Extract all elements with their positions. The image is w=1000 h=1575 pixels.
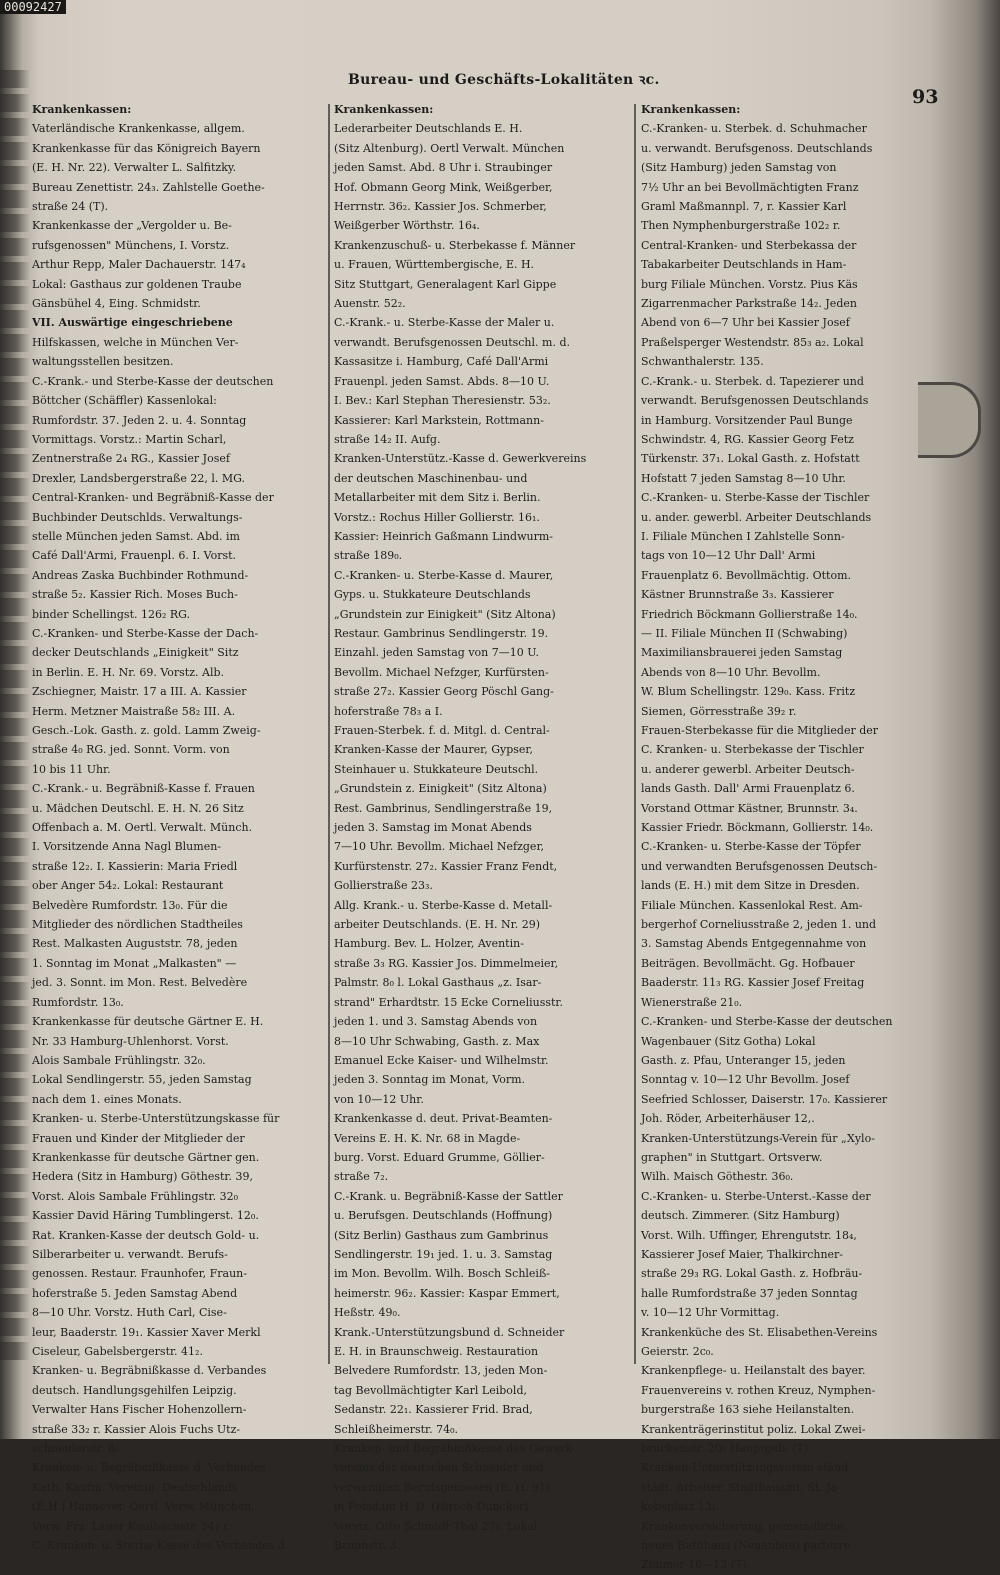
text-line: decker Deutschlands „Einigkeit" Sitz — [32, 646, 239, 660]
text-line: nach dem 1. eines Monats. — [32, 1092, 182, 1106]
text-line: straße 27₂. Kassier Georg Pöschl Gang- — [334, 685, 554, 699]
text-line: in Berlin. E. H. Nr. 69. Vorstz. Alb. — [32, 665, 225, 679]
text-line: C.-Kranken- und Sterbe-Kasse der Dach- — [32, 626, 259, 640]
text-line: arbeiter Deutschlands. (E. H. Nr. 29) — [334, 918, 540, 932]
text-line: Belvedere Rumfordstr. 13, jeden Mon- — [334, 1364, 548, 1378]
text-line: Kassier: Heinrich Gaßmann Lindwurm- — [334, 529, 553, 543]
text-line: 7—10 Uhr. Bevollm. Michael Nefzger, — [334, 840, 544, 854]
text-line: (Sitz Altenburg). Oertl Verwalt. München — [334, 141, 565, 155]
text-line: hoferstraße 5. Jeden Samstag Abend — [32, 1286, 238, 1300]
text-line: Kurfürstenstr. 27₂. Kassier Franz Fendt, — [334, 859, 558, 873]
gutter-text-fragment — [0, 1198, 30, 1216]
gutter-text-fragment — [0, 886, 30, 904]
text-line: jeden 3. Sonntag im Monat, Vorm. — [334, 1073, 526, 1087]
text-line: Kath. Kaufm. Vereinig. Deutschlands — [32, 1480, 238, 1494]
text-line: Wagenbauer (Sitz Gotha) Lokal — [641, 1034, 816, 1048]
text-line: Ciseleur, Gabelsbergerstr. 41₂. — [32, 1345, 203, 1358]
gutter-text-fragment — [0, 1006, 30, 1024]
text-line: Kranken- u. Begräbnißkasse d. Verbandes — [32, 1461, 267, 1475]
text-line: Kranken- u. Sterbe-Unterstützungskasse für — [32, 1112, 280, 1126]
text-line: Auenstr. 52₂. — [334, 297, 406, 311]
text-line: Graml Maßmannpl. 7, r. Kassier Karl — [641, 200, 847, 214]
text-line: kobsplatz 13₁. — [641, 1500, 720, 1514]
gutter-text-fragment — [0, 118, 30, 136]
text-line: Türkenstr. 37₁. Lokal Gasth. z. Hofstatt — [641, 452, 860, 466]
text-line: Baaderstr. 11₃ RG. Kassier Josef Freitag — [641, 976, 865, 990]
text-line: Kranken-Unterstütz.-Kasse d. Gewerkvereins — [334, 452, 587, 466]
text-line: Kassier David Häring Tumblingerst. 12₀. — [32, 1209, 259, 1223]
text-line: Beiträgen. Bevollmächt. Gg. Hofbauer — [641, 956, 855, 970]
text-line: VII. Auswärtige eingeschriebene — [32, 316, 233, 330]
gutter-text-fragment — [0, 166, 30, 184]
page-number: 93 — [912, 86, 939, 108]
text-line: Krankenkassen: — [334, 103, 434, 116]
text-line: straße 7₂. — [334, 1170, 389, 1184]
gutter-text-fragment — [0, 1150, 30, 1168]
text-line: Vereins E. H. K. Nr. 68 in Magde- — [334, 1131, 521, 1145]
text-line: heimerstr. 96₂. Kassier: Kaspar Emmert, — [334, 1286, 560, 1300]
gutter-text-fragment — [0, 574, 30, 592]
text-line: C.-Krank.- und Sterbe-Kasse der deutschen — [32, 374, 274, 388]
text-line: der deutschen Maschinenbau- und — [334, 471, 528, 485]
text-line: Zimmer 10—13 (T). — [641, 1558, 751, 1572]
text-line: bergerhof Corneliusstraße 2, jeden 1. und — [641, 918, 877, 932]
gutter-text-fragment — [0, 1030, 30, 1048]
gutter-text-fragment — [0, 934, 30, 952]
text-line: C.-Kranken- u. Sterbek. d. Schuhmacher — [641, 122, 867, 136]
text-line: Frauenpl. jeden Samst. Abds. 8—10 U. — [334, 374, 550, 388]
gutter-text-fragment — [0, 1318, 30, 1336]
gutter-text-fragment — [0, 550, 30, 568]
text-line: C.-Krank.- u. Sterbek. d. Tapezierer und — [641, 374, 864, 388]
text-line: Krankenküche des St. Elisabethen-Vereins — [641, 1325, 878, 1339]
text-line: Buchbinder Deutschlds. Verwaltungs- — [32, 510, 243, 524]
text-line: Wienerstraße 21₀. — [641, 995, 743, 1009]
text-line: Metallarbeiter mit dem Sitz i. Berlin. — [334, 491, 541, 505]
text-line: verwandt. Berufsgenossen Deutschlands — [641, 394, 869, 408]
text-line: rufsgenossen" Münchens, I. Vorstz. — [32, 238, 230, 252]
text-column-2 — [334, 100, 626, 1555]
gutter-text-fragment — [0, 1054, 30, 1072]
text-line: brückenstr. 20₀ Hauptgeb. (T). — [641, 1442, 812, 1456]
text-line: Schwindstr. 4, RG. Kassier Georg Fetz — [641, 432, 854, 446]
text-line: burg Filiale München. Vorstz. Pius Käs — [641, 277, 858, 291]
text-line: städt. Arbeiter, Stadtbauamt, St. Ja- — [641, 1480, 842, 1494]
text-line: Kassasitze i. Hamburg, Café Dall'Armi — [334, 355, 549, 369]
text-line: Lederarbeiter Deutschlands E. H. — [334, 122, 523, 136]
text-line: C.-Krank.- u. Begräbniß-Kasse f. Frauen — [32, 782, 255, 796]
text-line: Hedera (Sitz in Hamburg) Göthestr. 39, — [32, 1170, 253, 1184]
text-line: C.-Krank.- u. Sterbe-Kasse der Maler u. — [334, 316, 555, 330]
text-line: burgerstraße 163 siehe Heilanstalten. — [641, 1403, 855, 1417]
gutter-text-fragment — [0, 982, 30, 1000]
text-line: Central-Kranken- und Sterbekassa der — [641, 238, 857, 252]
text-line: 7½ Uhr an bei Bevollmächtigten Franz — [641, 180, 859, 194]
gutter-text-fragment — [0, 1294, 30, 1312]
text-line: C.-Kranken- u. Sterbe-Kasse d. Maurer, — [334, 568, 554, 582]
text-line: Herrnstr. 36₂. Kassier Jos. Schmerber, — [334, 200, 547, 214]
text-line: Krankenzuschuß- u. Sterbekasse f. Männer — [334, 238, 576, 252]
text-line: Siemen, Görresstraße 39₂ r. — [641, 704, 797, 718]
text-line: Krankenkasse für deutsche Gärtner gen. — [32, 1150, 260, 1164]
text-line: Drexler, Landsbergerstraße 22, l. MG. — [32, 471, 246, 485]
gutter-text-fragment — [0, 694, 30, 712]
text-line: Filiale München. Kassenlokal Rest. Am- — [641, 898, 863, 912]
text-line: Sedanstr. 22₁. Kassierer Frid. Brad, — [334, 1403, 533, 1417]
text-line: C.-Kranken- u. Sterbe-Kasse des Verbandes d. — [32, 1539, 289, 1553]
text-line: 8—10 Uhr Schwabing, Gasth. z. Max — [334, 1034, 540, 1048]
text-line: Krank.-Unterstützungsbund d. Schneider — [334, 1325, 565, 1339]
text-line: deutsch. Zimmerer. (Sitz Hamburg) — [641, 1209, 840, 1223]
gutter-text-fragment — [0, 1102, 30, 1120]
text-line: Offenbach a. M. Oertl. Verwalt. Münch. — [32, 821, 253, 835]
text-line: Frauen-Sterbek. f. d. Mitgl. d. Central- — [334, 724, 550, 737]
gutter-text-fragment — [0, 646, 30, 664]
text-line: Kranken-Unterstützungs-Verein für „Xylo- — [641, 1131, 875, 1145]
text-line: Krankenkasse d. deut. Privat-Beamten- — [334, 1112, 553, 1126]
text-line: Arthur Repp, Maler Dachauerstr. 147₄ — [32, 258, 246, 272]
text-line: Verw. Frz. Lauer Kaulbachstr. 54₂ r. — [32, 1519, 231, 1533]
text-line: jeden 1. und 3. Samstag Abends von — [334, 1015, 538, 1029]
text-line: Zigarrenmacher Parkstraße 14₂. Jeden — [641, 297, 857, 311]
text-line: Kranken- u. Begräbnißkasse d. Verbandes — [32, 1364, 267, 1378]
text-line: Sendlingerstr. 19₁ jed. 1. u. 3. Samstag — [334, 1247, 553, 1261]
text-line: v. 10—12 Uhr Vormittag. — [641, 1306, 780, 1320]
text-line: lands (E. H.) mit dem Sitze in Dresden. — [641, 879, 860, 893]
text-line: straße 12₂. I. Kassierin: Maria Friedl — [32, 859, 238, 873]
text-line: Seefried Schlosser, Daiserstr. 17₀. Kassierer — [641, 1092, 888, 1106]
gutter-text-fragment — [0, 838, 30, 856]
text-line: Heßstr. 49₀. — [334, 1306, 401, 1320]
text-line: schneiderstr. 8₀. — [32, 1442, 123, 1456]
gutter-text-fragment — [0, 718, 30, 736]
gutter-text-fragment — [0, 190, 30, 208]
text-line: jeden 3. Samstag im Monat Abends — [334, 821, 532, 835]
text-line: Lokal Sendlingerstr. 55, jeden Samstag — [32, 1073, 252, 1087]
text-line: 10 bis 11 Uhr. — [32, 762, 111, 776]
scan-id-label: 00092427 — [0, 0, 66, 14]
text-line: straße 14₂ II. Aufg. — [334, 432, 441, 446]
text-line: Vaterländische Krankenkasse, allgem. — [32, 122, 245, 136]
text-line: (E. H. Nr. 22). Verwalter L. Salfitzky. — [32, 161, 237, 175]
text-line: straße 4₀ RG. jed. Sonnt. Vorm. von — [32, 743, 230, 757]
column-rule-2 — [634, 104, 636, 1364]
text-line: (Sitz Berlin) Gasthaus zum Gambrinus — [334, 1228, 549, 1242]
gutter-text-fragment — [0, 454, 30, 472]
text-line: Then Nymphenburgerstraße 102₂ r. — [641, 219, 841, 233]
text-line: Kranken-Unterstützungsverein ständ. — [641, 1461, 852, 1475]
text-line: u. ander. gewerbl. Arbeiter Deutschlands — [641, 510, 872, 524]
gutter-text-fragment — [0, 430, 30, 448]
text-line: graphen" in Stuttgart. Ortsverw. — [641, 1150, 823, 1164]
text-line: Emanuel Ecke Kaiser- und Wilhelmstr. — [334, 1053, 549, 1067]
text-line: Krankenträgerinstitut poliz. Lokal Zwei- — [641, 1422, 866, 1436]
text-line: straße 29₃ RG. Lokal Gasth. z. Hofbräu- — [641, 1267, 863, 1281]
text-line: straße 24 (T). — [32, 200, 109, 214]
gutter-text-fragment — [0, 598, 30, 616]
text-line: Kassierer: Karl Markstein, Rottmann- — [334, 413, 544, 427]
gutter-text-fragment — [0, 862, 30, 880]
text-line: straße 5₂. Kassier Rich. Moses Buch- — [32, 588, 238, 602]
text-line: Kästner Brunnstraße 3₃. Kassierer — [641, 588, 834, 602]
text-line: deutsch. Handlungsgehilfen Leipzig. — [32, 1383, 237, 1397]
text-line: Krankenkasse der „Vergolder u. Be- — [32, 219, 232, 233]
text-line: I. Vorsitzende Anna Nagl Blumen- — [32, 840, 222, 854]
text-line: Bureau Zenettistr. 24₃. Zahlstelle Goethe- — [32, 180, 265, 194]
gutter-text-fragment — [0, 502, 30, 520]
gutter-text-fragment — [0, 406, 30, 424]
text-line: Hilfskassen, welche in München Ver- — [32, 335, 239, 349]
text-line: Krankenkassen: — [32, 103, 132, 116]
text-line: strand" Erhardtstr. 15 Ecke Corneliusstr. — [334, 995, 563, 1009]
text-line: Kranken- und Begräbnißkasse des Gewerk- — [334, 1442, 576, 1456]
text-line: Vorst. Alois Sambale Frühlingstr. 32₀ — [32, 1189, 239, 1203]
text-line: u. anderer gewerbl. Arbeiter Deutsch- — [641, 762, 855, 776]
text-line: Bevollm. Michael Nefzger, Kurfürsten- — [334, 665, 549, 679]
text-line: u. verwandt. Berufsgenoss. Deutschlands — [641, 141, 873, 155]
column-rule-1 — [328, 104, 330, 1364]
text-line: Maximiliansbrauerei jeden Samstag — [641, 646, 843, 660]
text-line: Krankenkasse für das Königreich Bayern — [32, 141, 261, 155]
gutter-text-fragment — [0, 286, 30, 304]
text-line: 3. Samstag Abends Entgegennahme von — [641, 937, 867, 951]
running-header: Bureau- und Geschäfts-Lokalitäten ꝛc. — [348, 72, 660, 88]
text-line: I. Bev.: Karl Stephan Theresienstr. 53₂. — [334, 394, 551, 408]
gutter-text-fragment — [0, 622, 30, 640]
text-line: Central-Kranken- und Begräbniß-Kasse der — [32, 491, 274, 505]
text-line: im Mon. Bevollm. Wilh. Bosch Schleiß- — [334, 1267, 551, 1281]
gutter-text-fragment — [0, 526, 30, 544]
text-line: Gyps. u. Stukkateure Deutschlands — [334, 588, 531, 602]
gutter-text-fragment — [0, 334, 30, 352]
text-line: Alois Sambale Frühlingstr. 32₀. — [32, 1053, 206, 1067]
text-line: verwandt. Berufsgenossen Deutschl. m. d. — [334, 335, 570, 349]
text-line: Sonntag v. 10—12 Uhr Bevollm. Josef — [641, 1073, 850, 1087]
gutter-text-fragment — [0, 214, 30, 232]
text-line: C.-Kranken- und Sterbe-Kasse der deutschen — [641, 1015, 893, 1029]
text-line: Hamburg. Bev. L. Holzer, Aventin- — [334, 937, 524, 951]
text-line: und verwandten Berufsgenossen Deutsch- — [641, 859, 878, 873]
text-line: Zschiegner, Maistr. 17 a III. A. Kassier — [32, 685, 247, 699]
text-line: Schwanthalerstr. 135. — [641, 355, 764, 369]
text-line: genossen. Restaur. Fraunhofer, Fraun- — [32, 1267, 247, 1281]
text-line: Friedrich Böckmann Gollierstraße 14₀. — [641, 607, 858, 621]
text-line: Belvedère Rumfordstr. 13₀. Für die — [32, 898, 228, 912]
text-line: 8—10 Uhr. Vorstz. Huth Carl, Cise- — [32, 1306, 227, 1320]
text-line: Andreas Zaska Buchbinder Rothmund- — [32, 568, 249, 582]
text-line: waltungsstellen besitzen. — [32, 355, 174, 369]
text-line: u. Frauen, Württembergische, E. H. — [334, 258, 535, 272]
text-line: Silberarbeiter u. verwandt. Berufs- — [32, 1247, 228, 1261]
gutter-text-fragment — [0, 1078, 30, 1096]
text-line: Weißgerber Wörthstr. 16₄. — [334, 219, 480, 233]
text-line: Krankenkasse für deutsche Gärtner E. H. — [32, 1015, 264, 1029]
text-line: C.-Kranken- u. Sterbe-Kasse der Tischler — [641, 491, 870, 505]
text-line: C.-Krank. u. Begräbniß-Kasse der Sattler — [334, 1189, 563, 1203]
text-line: ober Anger 54₂. Lokal: Restaurant — [32, 879, 224, 893]
text-line: Vorst. Wilh. Uffinger, Ehrengutstr. 18₄, — [641, 1228, 857, 1242]
text-line: Steinhauer u. Stukkateure Deutschl. — [334, 762, 539, 776]
text-line: I. Filiale München I Zahlstelle Sonn- — [641, 529, 845, 543]
text-line: Vorstand Ottmar Kästner, Brunnstr. 3₄. — [641, 801, 858, 815]
text-line: binder Schellingst. 126₂ RG. — [32, 607, 191, 621]
text-line: in Potsdam H. D. (Hirsch-Duncker). — [334, 1500, 532, 1514]
text-line: Rumfordstr. 13₀. — [32, 995, 124, 1009]
text-line: Kassier Friedr. Böckmann, Gollierstr. 14₀. — [641, 821, 874, 835]
text-line: Geierstr. 2c₀. — [641, 1345, 714, 1358]
text-line: Frauen und Kinder der Mitglieder der — [32, 1131, 245, 1145]
text-line: burg. Vorst. Eduard Grumme, Göllier- — [334, 1150, 545, 1164]
previous-page-gutter — [0, 70, 30, 1370]
gutter-text-fragment — [0, 814, 30, 832]
text-line: straße 3₃ RG. Kassier Jos. Dimmelmeier, — [334, 956, 559, 970]
text-line: straße 33₂ r. Kassier Alois Fuchs Utz- — [32, 1422, 241, 1436]
text-line: Wilh. Maisch Göthestr. 36₀. — [641, 1170, 794, 1184]
text-line: Kassierer Josef Maier, Thalkirchner- — [641, 1247, 844, 1261]
text-line: Vorstz.: Rochus Hiller Gollierstr. 16₁. — [334, 510, 540, 524]
text-line: Palmstr. 8₀ l. Lokal Gasthaus „z. Isar- — [334, 976, 542, 990]
text-line: vereins der deutschen Schneider und — [334, 1461, 543, 1475]
text-line: Abend von 6—7 Uhr bei Kassier Josef — [641, 316, 850, 330]
gutter-text-fragment — [0, 910, 30, 928]
text-line: Krankenpflege- u. Heilanstalt des bayer. — [641, 1364, 866, 1378]
text-line: Joh. Röder, Arbeiterhäuser 12,. — [641, 1112, 815, 1126]
text-line: leur, Baaderstr. 19₁. Kassier Xaver Merkl — [32, 1325, 261, 1339]
text-line: lands Gasth. Dall' Armi Frauenplatz 6. — [641, 782, 855, 796]
gutter-text-fragment — [0, 1246, 30, 1264]
text-line: Frauenvereins v. rothen Kreuz, Nymphen- — [641, 1383, 876, 1397]
gutter-text-fragment — [0, 310, 30, 328]
gutter-text-fragment — [0, 742, 30, 760]
gutter-text-fragment — [0, 790, 30, 808]
text-line: Zentnerstraße 2₄ RG., Kassier Josef — [32, 452, 230, 466]
text-line: 1. Sonntag im Monat „Malkasten" — — [32, 956, 237, 970]
text-line: Frauenplatz 6. Bevollmächtig. Ottom. — [641, 568, 852, 582]
text-line: Kranken-Kasse der Maurer, Gypser, — [334, 743, 533, 757]
text-line: stelle München jeden Samst. Abd. im — [32, 529, 240, 543]
text-line: C. Kranken- u. Sterbekasse der Tischler — [641, 743, 864, 757]
text-line: Praßelsperger Westendstr. 85₃ a₂. Lokal — [641, 335, 864, 349]
gutter-text-fragment — [0, 766, 30, 784]
text-line: hoferstraße 78₃ a I. — [334, 704, 443, 718]
text-line: C.-Kranken- u. Sterbe-Kasse der Töpfer — [641, 840, 861, 854]
gutter-text-fragment — [0, 670, 30, 688]
text-line: Gesch.-Lok. Gasth. z. gold. Lamm Zweig- — [32, 724, 261, 737]
text-line: jeden Samst. Abd. 8 Uhr i. Straubinger — [334, 161, 553, 175]
text-line: neues Rathhaus (Neuanbau) parterre — [641, 1539, 851, 1553]
text-line: Einzahl. jeden Samstag von 7—10 U. — [334, 646, 539, 660]
text-line: Vorstz. Otto Schmidt Thal 27₄. Lokal — [334, 1519, 538, 1533]
gutter-text-fragment — [0, 238, 30, 256]
text-line: Verwalter Hans Fischer Hohenzollern- — [32, 1403, 247, 1417]
text-line: Krankenkassen: — [641, 103, 741, 116]
gutter-text-fragment — [0, 1222, 30, 1240]
text-line: Restaur. Gambrinus Sendlingerstr. 19. — [334, 626, 549, 640]
text-line: Hofstatt 7 jeden Samstag 8—10 Uhr. — [641, 471, 846, 485]
gutter-text-fragment — [0, 94, 30, 112]
text-line: Böttcher (Schäffler) Kassenlokal: — [32, 394, 217, 408]
text-line: Lokal: Gasthaus zur goldenen Traube — [32, 277, 242, 291]
gutter-text-fragment — [0, 1342, 30, 1360]
text-line: Gollierstraße 23₃. — [334, 879, 433, 893]
gutter-text-fragment — [0, 358, 30, 376]
text-line: Frauen-Sterbekasse für die Mitglieder der — [641, 724, 879, 737]
text-line: Gasth. z. Pfau, Unteranger 15, jeden — [641, 1053, 846, 1067]
text-line: tag Bevollmächtigter Karl Leibold, — [334, 1383, 527, 1397]
gutter-text-fragment — [0, 958, 30, 976]
text-line: Café Dall'Armi, Frauenpl. 6. I. Vorst. — [32, 549, 237, 563]
text-line: Hof. Obmann Georg Mink, Weißgerber, — [334, 180, 553, 194]
text-line: (E.H.) Hannover. Oertl. Verw. München, — [32, 1500, 255, 1514]
text-line: Gänsbühel 4, Eing. Schmidstr. — [32, 297, 201, 311]
text-column-1 — [32, 100, 316, 1555]
text-line: E. H. in Braunschweig. Restauration — [334, 1345, 539, 1358]
text-line: W. Blum Schellingstr. 129₀. Kass. Fritz — [641, 685, 856, 699]
text-line: u. Mädchen Deutschl. E. H. N. 26 Sitz — [32, 801, 244, 815]
text-line: Brunnstr. 3. — [334, 1539, 401, 1553]
text-line: jed. 3. Sonnt. im Mon. Rest. Belvedère — [32, 976, 248, 990]
text-line: Allg. Krank.- u. Sterbe-Kasse d. Metall- — [334, 898, 553, 912]
text-line: verwandten Berufsgenossen (E. H. 91) — [334, 1480, 551, 1494]
text-line: Krankenversicherung, gemeindliche, — [641, 1519, 848, 1533]
gutter-text-fragment — [0, 70, 30, 88]
text-line: Nr. 33 Hamburg-Uhlenhorst. Vorst. — [32, 1034, 229, 1048]
text-line: Vormittags. Vorstz.: Martin Scharl, — [32, 432, 227, 446]
text-line: Tabakarbeiter Deutschlands in Ham- — [641, 258, 847, 272]
text-line: halle Rumfordstraße 37 jeden Sonntag — [641, 1286, 858, 1300]
gutter-text-fragment — [0, 142, 30, 160]
gutter-text-fragment — [0, 478, 30, 496]
text-line: Sitz Stuttgart, Generalagent Karl Gippe — [334, 277, 557, 291]
text-line: — II. Filiale München II (Schwabing) — [641, 626, 848, 640]
text-line: Mitglieder des nördlichen Stadtheiles — [32, 918, 243, 932]
text-line: „Grundstein z. Einigkeit" (Sitz Altona) — [334, 782, 547, 796]
gutter-text-fragment — [0, 382, 30, 400]
text-line: von 10—12 Uhr. — [334, 1092, 424, 1106]
text-line: Rumfordstr. 37. Jeden 2. u. 4. Sonntag — [32, 413, 247, 427]
text-line: u. Berufsgen. Deutschlands (Hoffnung) — [334, 1209, 553, 1223]
text-line: „Grundstein zur Einigkeit" (Sitz Altona) — [334, 607, 556, 621]
text-line: Rest. Gambrinus, Sendlingerstraße 19, — [334, 801, 553, 815]
text-line: Rat. Kranken-Kasse der deutsch Gold- u. — [32, 1228, 260, 1242]
text-line: straße 189₀. — [334, 549, 403, 563]
text-line: Herm. Metzner Maistraße 58₂ III. A. — [32, 704, 236, 718]
gutter-text-fragment — [0, 1126, 30, 1144]
text-line: Schleißheimerstr. 74₀. — [334, 1422, 458, 1436]
gutter-text-fragment — [0, 262, 30, 280]
text-line: (Sitz Hamburg) jeden Samstag von — [641, 161, 837, 175]
text-line: C.-Kranken- u. Sterbe-Unterst.-Kasse der — [641, 1189, 871, 1203]
text-column-3 — [641, 100, 935, 1575]
text-line: in Hamburg. Vorsitzender Paul Bunge — [641, 413, 853, 427]
gutter-text-fragment — [0, 1174, 30, 1192]
text-line: tags von 10—12 Uhr Dall' Armi — [641, 549, 816, 563]
text-line: Abends von 8—10 Uhr. Bevollm. — [641, 665, 821, 679]
gutter-text-fragment — [0, 1270, 30, 1288]
text-line: Rest. Malkasten Auguststr. 78, jeden — [32, 937, 238, 951]
